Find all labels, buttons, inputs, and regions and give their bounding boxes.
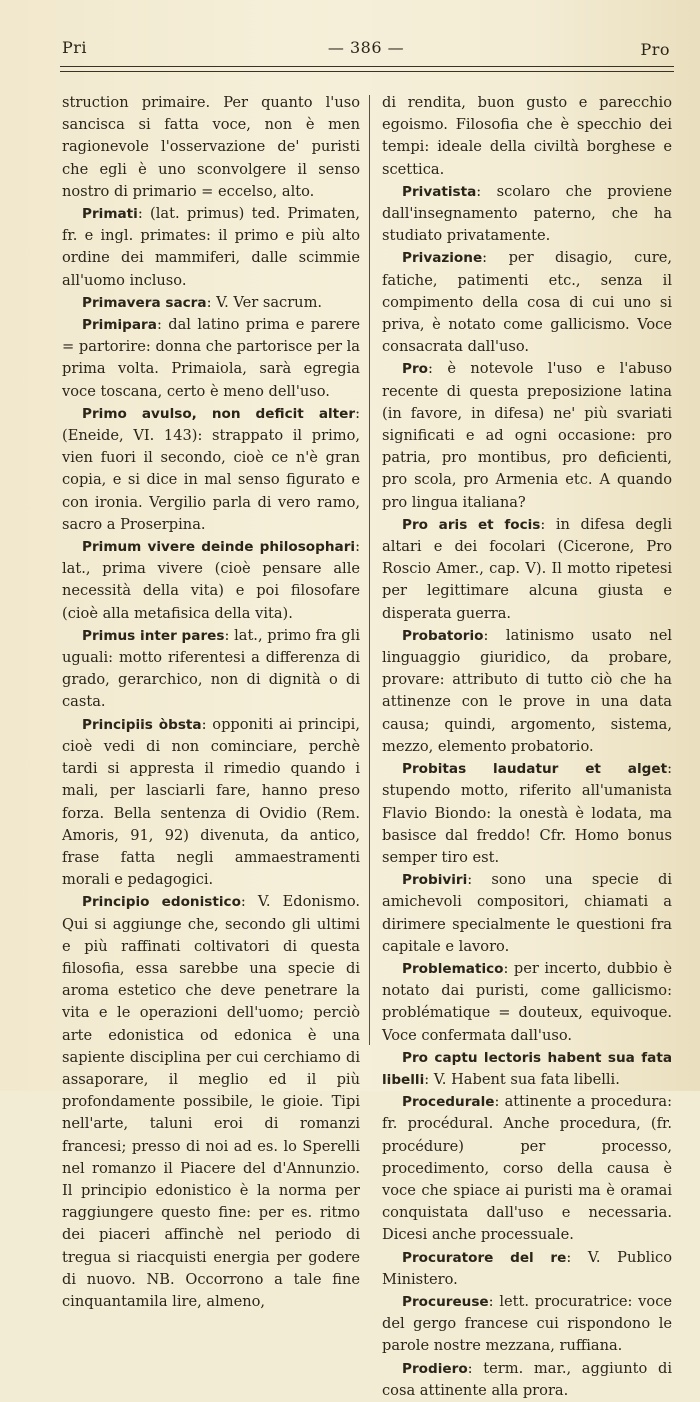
entry: Primo avulso, non deficit alter: (Eneide, VI. 143): strappato il primo, vien fuori il secondo, cioè ce n'è gran copia, e si dice in mal senso figurato e con ironia. Vergilio parla di vero ramo, sacro a Proserpina. (62, 404, 360, 533)
entry: Principiis òbsta: opponiti ai principi, cioè vedi di non cominciare, perchè tardi si appresta il rimedio quando i mali, per lasciarli fare, hanno preso forza. Bella sentenza di Ovidio (Rem. Amoris, 91, 92) divenuta, da antico, frase fatta negli ammaestramenti morali e pedagogici. (62, 715, 360, 889)
entry: Probiviri: sono una specie di amichevoli compositori, chiamati a dirimere specialmente le questioni fra capitale e lavoro. (382, 871, 672, 955)
entry: Procedurale: attinente a procedura: fr. procédural. Anche procedura, (fr. procédure) per processo, procedimento, corso della causa è voce che spiace ai puristi ma è oramai conquistata dall'uso e necessaria. Dicesi anche processuale. (382, 1093, 672, 1244)
entry: Pro aris et focis: in difesa degli altari e dei focolari (Cicerone, Pro Roscio Amer., cap. V). Il motto ripetesi per legittimare alcuna giusta e disperata guerra. (382, 515, 672, 622)
entry: Problematico: per incerto, dubbio è notato dai puristi, come gallicismo: problématique = douteux, equivoque. Voce confermata dall'uso. (382, 959, 672, 1044)
entry: Primus inter pares: lat., primo fra gli uguali: motto riferentesi a differenza di grado, gerarchico, non di dignità o di casta. (62, 626, 360, 711)
page-number: — 386 — (327, 38, 405, 57)
entry: Procureuse: lett. procuratrice: voce del gergo francese cui rispondono le parole nostre mezzana, ruffiana. (382, 1292, 672, 1355)
entry: Pro: è notevole l'uso e l'abuso recente di questa preposizione latina (in favore, in difesa) ne' più svariati significati e ad ogni occasione: pro patria, pro montibus, pro deficienti, pro scola, pro Armenia etc. A quando pro lingua italiana? (382, 360, 672, 511)
entry: Procuratore del re: V. Publico Ministero. (382, 1248, 672, 1288)
entry: Probatorio: latinismo usato nel linguaggio giuridico, da probare, provare: attributo di tutto ciò che ha attinenze con le prove in una data causa; quindi, argomento, sistema, mezzo, elemento probatorio. (382, 626, 672, 755)
header-rule-thin (60, 71, 674, 72)
entry: Primavera sacra: V. Ver sacrum. (82, 293, 323, 311)
page-header (62, 38, 670, 68)
header-right: Pro (640, 40, 670, 59)
entry: Probitas laudatur et alget: stupendo motto, riferito all'umanista Flavio Biondo: la onestà è lodata, ma basisce dal freddo! Cfr. Homo bonus semper tiro est. (382, 760, 672, 866)
entry: Privazione: per disagio, cure, fatiche, patimenti etc., senza il compimento della cosa di cui uno si priva, è notato come gallicismo. Voce consacrata dall'uso. (382, 249, 672, 356)
entry: Privatista: scolaro che proviene dall'insegnamento paterno, che ha studiato privatamente. (382, 182, 672, 245)
header-rule (60, 66, 674, 67)
entry: Primum vivere deinde philosophari: lat., prima vivere (cioè pensare alle necessità della vita) e poi filosofare (cioè alla metafisica della vita). (62, 538, 360, 622)
entry: Primipara: dal latino prima e parere = partorire: donna che partorisce per la prima volta. Primaiola, sarà egregia voce toscana, certo è meno dell'uso. (62, 316, 360, 400)
entry: di rendita, buon gusto e parecchio egoismo. Filosofia che è specchio dei tempi: ideale della civiltà borghese e scettica. (382, 94, 672, 178)
header-left: Pri (62, 38, 88, 57)
entry: Pro captu lectoris habent sua fata libelli: V. Habent sua fata libelli. (382, 1049, 672, 1088)
entry: struction primaire. Per quanto l'uso sancisca si fatta voce, non è men ragionevole l'osservazione de' puristi che egli è uno sconvolgere il senso nostro di primario = eccelso, alto. (62, 94, 360, 200)
entry: Principio edonistico: V. Edonismo. Qui si aggiunge che, secondo gli ultimi e più raffinati coltivatori di questa filosofia, essa sarebbe una specie di aroma estetico che deve penetrare la vita e le operazioni dell'uomo; perciò arte edonistica od edonica è una sapiente disciplina per cui cerchiamo di assaporare, il meglio ed il più profondamente possibile, le gioie. Tipi nell'arte, taluni eroi di romanzi francesi; presso di noi ad es. lo Sperelli nel romanzo il Piacere del d'Annunzio. Il principio edonistico è la norma per raggiungere questo fine: per es. ritmo dei piaceri affinchè nel periodo di tregua si riacquisti energia per godere di nuovo. NB. Occorrono a tale fine cinquantamila lire, almeno, (62, 893, 360, 1310)
left-column (62, 92, 360, 1313)
entry: Primati: (lat. primus) ted. Primaten, fr. e ingl. primates: il primo e più alto ordine dei mammiferi, dalle scimmie all'uomo incluso. (62, 205, 360, 289)
entry: Prodiero: term. mar., aggiunto di cosa attinente alla prora. (382, 1359, 672, 1399)
right-column (382, 92, 672, 1402)
column-divider (369, 95, 370, 1045)
